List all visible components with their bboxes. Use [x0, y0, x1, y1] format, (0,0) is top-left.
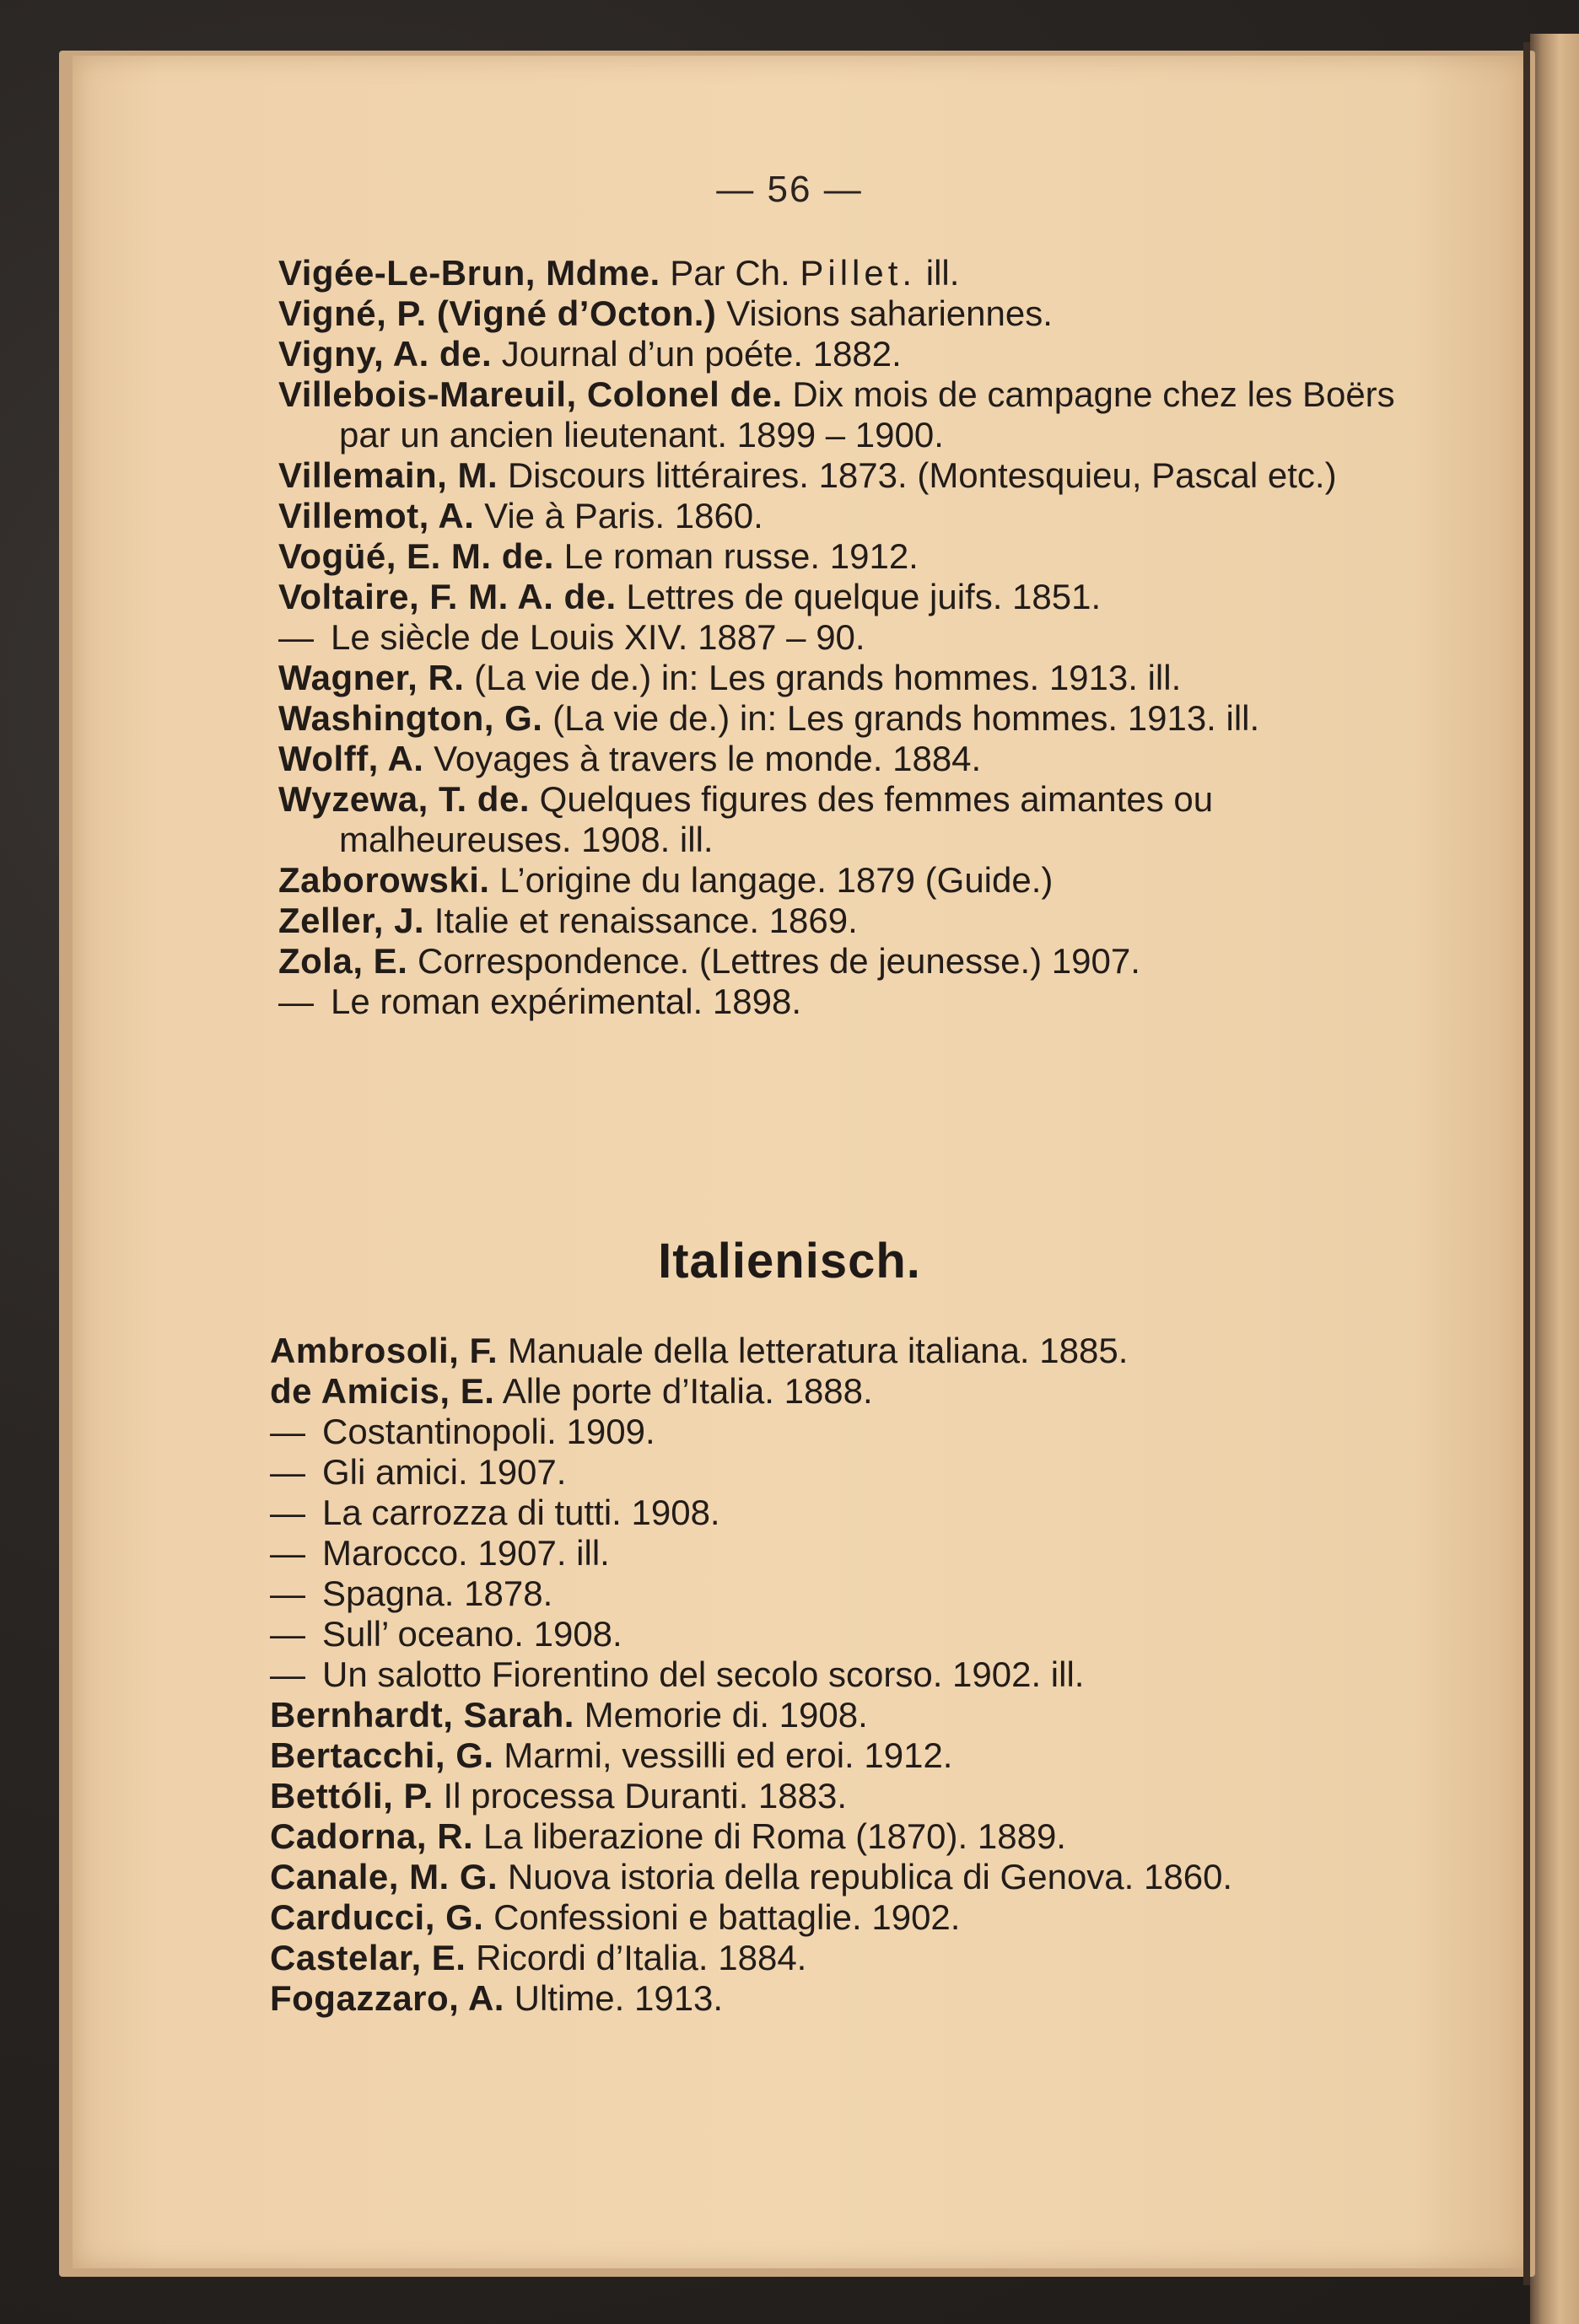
bibliography-entry [278, 779, 1400, 860]
bibliography-entry [270, 1978, 1392, 2019]
bibliography-entry [278, 577, 1400, 617]
bibliography-entry [270, 1331, 1392, 1371]
entry-title: Confessioni e battaglie. 1902. [493, 1897, 961, 1937]
bibliography-entry [278, 455, 1400, 496]
entry-title: Marocco. 1907. ill. [322, 1533, 610, 1573]
ditto-dash: — [270, 1412, 305, 1451]
entry-author: Vogüé, E. M. de. [278, 536, 554, 576]
ditto-dash: — [278, 617, 314, 657]
entry-title: L’origine du langage. 1879 (Guide.) [499, 860, 1054, 900]
bibliography-entry [270, 1897, 1392, 1938]
entry-author: Bernhardt, Sarah. [270, 1695, 574, 1735]
ditto-dash: — [270, 1654, 305, 1694]
entry-author: Bertacchi, G. [270, 1735, 494, 1775]
entry-title: Vie à Paris. 1860. [484, 496, 763, 535]
entry-title: Gli amici. 1907. [322, 1452, 567, 1492]
bibliography-entry [278, 617, 1400, 658]
entry-author: Zola, E. [278, 941, 408, 981]
entry-title: Memorie di. 1908. [584, 1695, 868, 1735]
bibliography-entry [278, 698, 1400, 739]
bibliography-entry [270, 1857, 1392, 1897]
page-number: — 56 — [716, 169, 863, 210]
entry-author: Wyzewa, T. de. [278, 779, 530, 819]
entry-author: Washington, G. [278, 698, 543, 738]
entry-author: Vigné, P. (Vigné d’Octon.) [278, 293, 717, 333]
entry-title: Ricordi d’Italia. 1884. [476, 1938, 807, 1977]
bibliography-entry [270, 1654, 1392, 1695]
entry-author: Wolff, A. [278, 739, 424, 778]
entry-title: Discours littéraires. 1873. (Montesquieu, Pascal etc.) [507, 455, 1337, 495]
entry-title: (La vie de.) in: Les grands hommes. 1913. ill. [552, 698, 1260, 738]
bibliography-entry [270, 1614, 1392, 1654]
entry-title: Lettres de quelque juifs. 1851. [626, 577, 1102, 616]
entry-title: Un salotto Fiorentino del secolo scorso. 1902. ill. [322, 1654, 1085, 1694]
bibliography-entry [278, 941, 1400, 982]
ditto-dash: — [270, 1493, 305, 1532]
entry-author: Canale, M. G. [270, 1857, 498, 1896]
bibliography-entry [278, 658, 1400, 698]
entry-title: Alle porte d’Italia. 1888. [502, 1371, 873, 1411]
bibliography-entry [278, 334, 1400, 374]
bibliography-entry [270, 1816, 1392, 1857]
bibliography-entry [278, 496, 1400, 536]
entry-title: Journal d’un poéte. 1882. [501, 334, 902, 374]
entry-author: Cadorna, R. [270, 1816, 474, 1856]
entry-author: Villemain, M. [278, 455, 498, 495]
entry-title: Nuova istoria della republica di Genova. 1860. [507, 1857, 1233, 1896]
entry-title: Marmi, vessilli ed eroi. 1912. [504, 1735, 953, 1775]
entry-title: Manuale della letteratura italiana. 1885. [507, 1331, 1129, 1370]
entry-title: Par Ch. [670, 253, 790, 293]
ditto-dash: — [270, 1574, 305, 1613]
section-heading-italienisch: Italienisch. [658, 1234, 921, 1288]
bibliography-entry [278, 374, 1400, 455]
bibliography-entry [278, 536, 1400, 577]
entry-title: Dix mois de campagne chez les Boërs par un ancien lieutenant. 1899 – 1900. [339, 374, 1395, 455]
bibliography-entry [270, 1776, 1392, 1816]
bibliography-entry [278, 253, 1400, 293]
entry-title: Spagna. 1878. [322, 1574, 553, 1613]
entry-rest: ill. [916, 253, 960, 293]
entry-title: Le roman russe. 1912. [563, 536, 919, 576]
entry-author: de Amicis, E. [270, 1371, 495, 1411]
entry-title: Voyages à travers le monde. 1884. [434, 739, 982, 778]
bibliography-entry [270, 1412, 1392, 1452]
entry-spaced-name: Pillet. [800, 253, 917, 293]
entry-title: Ultime. 1913. [514, 1978, 724, 2018]
bibliography-entry [270, 1371, 1392, 1412]
book-spine [1523, 42, 1530, 2285]
bibliography-entry [278, 901, 1400, 941]
entry-title: Sull’ oceano. 1908. [322, 1614, 622, 1654]
entry-title: Italie et renaissance. 1869. [434, 901, 858, 940]
ditto-dash: — [270, 1614, 305, 1654]
entry-title: La liberazione di Roma (1870). 1889. [482, 1816, 1066, 1856]
next-page-edge [1530, 34, 1579, 2324]
ditto-dash: — [278, 982, 314, 1021]
entry-author: Bettóli, P. [270, 1776, 434, 1816]
entry-author: Villebois-Mareuil, Colonel de. [278, 374, 783, 414]
entry-author: Fogazzaro, A. [270, 1978, 504, 2018]
french-bibliography-list [278, 253, 1400, 1022]
bibliography-entry [270, 1452, 1392, 1493]
entry-title: Quelques figures des femmes aimantes ou malheureuses. 1908. ill. [339, 779, 1214, 859]
ditto-dash: — [270, 1533, 305, 1573]
ditto-dash: — [270, 1452, 305, 1492]
bibliography-entry [270, 1574, 1392, 1614]
bibliography-entry [270, 1938, 1392, 1978]
bibliography-entry [278, 739, 1400, 779]
entry-title: Correspondence. (Lettres de jeunesse.) 1907. [418, 941, 1140, 981]
entry-author: Carducci, G. [270, 1897, 484, 1937]
bibliography-entry [278, 293, 1400, 334]
entry-author: Wagner, R. [278, 658, 465, 697]
bibliography-entry [270, 1695, 1392, 1735]
entry-title: Costantinopoli. 1909. [322, 1412, 655, 1451]
bibliography-entry [278, 982, 1400, 1022]
entry-author: Castelar, E. [270, 1938, 466, 1977]
italian-bibliography-list [270, 1331, 1392, 2019]
entry-title: Le roman expérimental. 1898. [331, 982, 801, 1021]
entry-author: Zeller, J. [278, 901, 425, 940]
bibliography-entry [270, 1493, 1392, 1533]
entry-title: Visions sahariennes. [726, 293, 1053, 333]
bibliography-entry [278, 860, 1400, 901]
entry-title: La carrozza di tutti. 1908. [322, 1493, 720, 1532]
entry-author: Vigny, A. de. [278, 334, 493, 374]
entry-author: Vigée-Le-Brun, Mdme. [278, 253, 660, 293]
entry-author: Ambrosoli, F. [270, 1331, 498, 1370]
entry-author: Zaborowski. [278, 860, 490, 900]
bibliography-entry [270, 1533, 1392, 1574]
entry-title: (La vie de.) in: Les grands hommes. 1913. ill. [474, 658, 1182, 697]
entry-title: Le siècle de Louis XIV. 1887 – 90. [331, 617, 865, 657]
entry-author: Voltaire, F. M. A. de. [278, 577, 617, 616]
entry-author: Villemot, A. [278, 496, 475, 535]
bibliography-entry [270, 1735, 1392, 1776]
entry-title: Il processa Duranti. 1883. [443, 1776, 848, 1816]
